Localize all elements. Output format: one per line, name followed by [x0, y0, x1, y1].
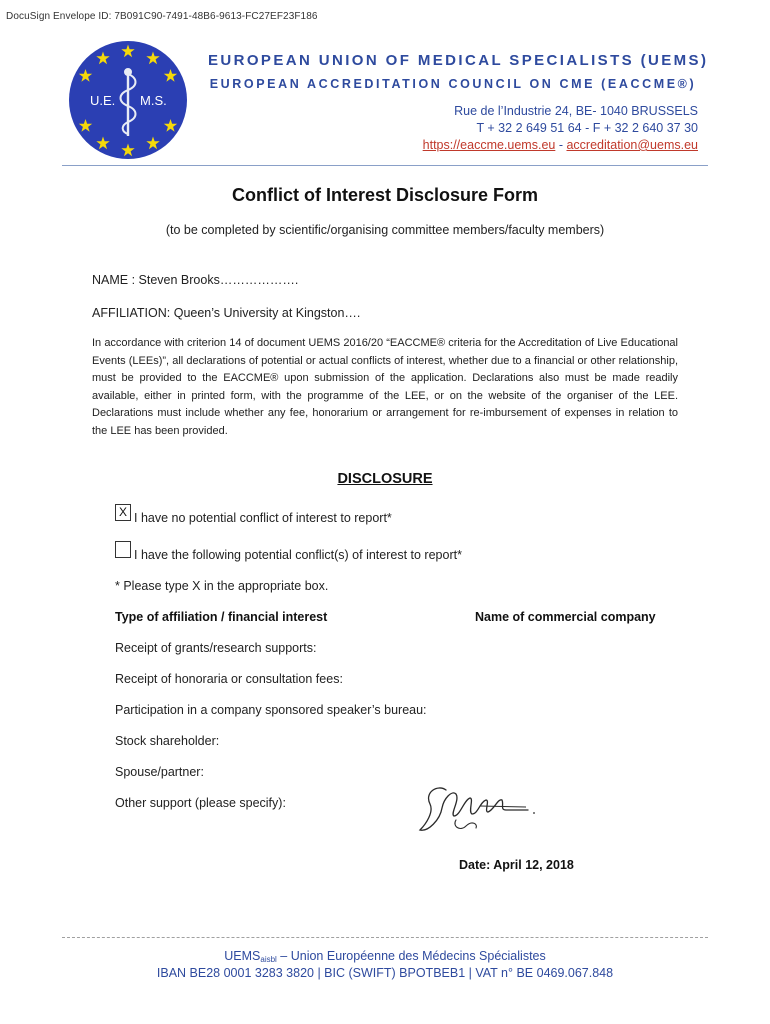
handwritten-signature: [416, 780, 548, 840]
logo-left-text: U.E.: [90, 93, 116, 108]
no-conflict-checkbox[interactable]: X: [115, 504, 131, 521]
council-name-heading: EUROPEAN ACCREDITATION COUNCIL ON CME (EACCME®): [209, 77, 697, 91]
row-other-support: Other support (please specify):: [115, 796, 286, 810]
row-speakers-bureau: Participation in a company sponsored speaker’s bureau:: [115, 703, 427, 717]
website-link[interactable]: https://eaccme.uems.eu: [422, 138, 556, 152]
column-header-company: Name of commercial company: [475, 610, 656, 624]
link-separator: -: [558, 138, 563, 152]
footer-org-line: [0, 949, 770, 964]
phone-fax: T + 32 2 649 51 64 - F + 32 2 640 37 30: [476, 121, 698, 135]
footer-org-description: – Union Européenne des Médecins Spécialistes: [276, 949, 546, 963]
form-title: Conflict of Interest Disclosure Form: [231, 185, 539, 205]
form-subtitle: (to be completed by scientific/organising committee members/faculty members): [165, 223, 605, 237]
disclosure-heading: DISCLOSURE: [337, 471, 433, 487]
intro-paragraph: In accordance with criterion 14 of document UEMS 2016/20 “EACCME® criteria for the Accreditation of Live Educational Events (LEEs)”, all declarations of potential or actual conflicts of interest, whether due to a financial or other relationship, must be provided to the EACCME® upon submission of the application. Declarations also must be made readily available, either in printed form, with the programme of the LEE, or on the website of the organiser of the LEE. Declarations must include whether any fee, honorarium or arrangement for re-imbursement of expenses in relation to the LEE has been provided.: [92, 337, 678, 437]
row-spouse: Spouse/partner:: [115, 765, 204, 779]
conflicts-label: I have the following potential conflict(s) of interest to report*: [134, 548, 462, 562]
no-conflict-label: I have no potential conflict of interest to report*: [134, 511, 392, 525]
name-field: NAME : Steven Brooks……………….: [92, 273, 299, 287]
footer-divider: [62, 937, 708, 938]
email-link[interactable]: accreditation@uems.eu: [566, 138, 698, 152]
row-grants: Receipt of grants/research supports:: [115, 641, 317, 655]
postal-address: Rue de l’Industrie 24, BE- 1040 BRUSSELS: [454, 104, 698, 118]
row-stock: Stock shareholder:: [115, 734, 220, 748]
conflicts-checkbox[interactable]: [115, 541, 131, 558]
footer-org-suffix: aisbl: [260, 955, 277, 964]
contact-links: [423, 138, 698, 152]
row-honoraria: Receipt of honoraria or consultation fees:: [115, 672, 343, 686]
org-name-heading: EUROPEAN UNION OF MEDICAL SPECIALISTS (UEMS): [208, 52, 709, 69]
affiliation-field: AFFILIATION: Queen’s University at Kingston….: [92, 306, 361, 320]
column-header-affiliation-type: Type of affiliation / financial interest: [115, 610, 328, 624]
instruction-note: * Please type X in the appropriate box.: [115, 579, 329, 593]
footer-bank-details: IBAN BE28 0001 3283 3820 | BIC (SWIFT) BPOTBEB1 | VAT n° BE 0469.067.848: [156, 966, 614, 980]
header-divider: [62, 165, 708, 166]
footer-org-name: UEMS: [224, 949, 261, 963]
logo-right-text: M.S.: [140, 93, 167, 108]
signature-date: Date: April 12, 2018: [459, 858, 574, 872]
uems-logo: [68, 40, 188, 160]
docusign-envelope-id: DocuSign Envelope ID: 7B091C90-7491-48B6-9613-FC27EF23F186: [6, 11, 318, 22]
